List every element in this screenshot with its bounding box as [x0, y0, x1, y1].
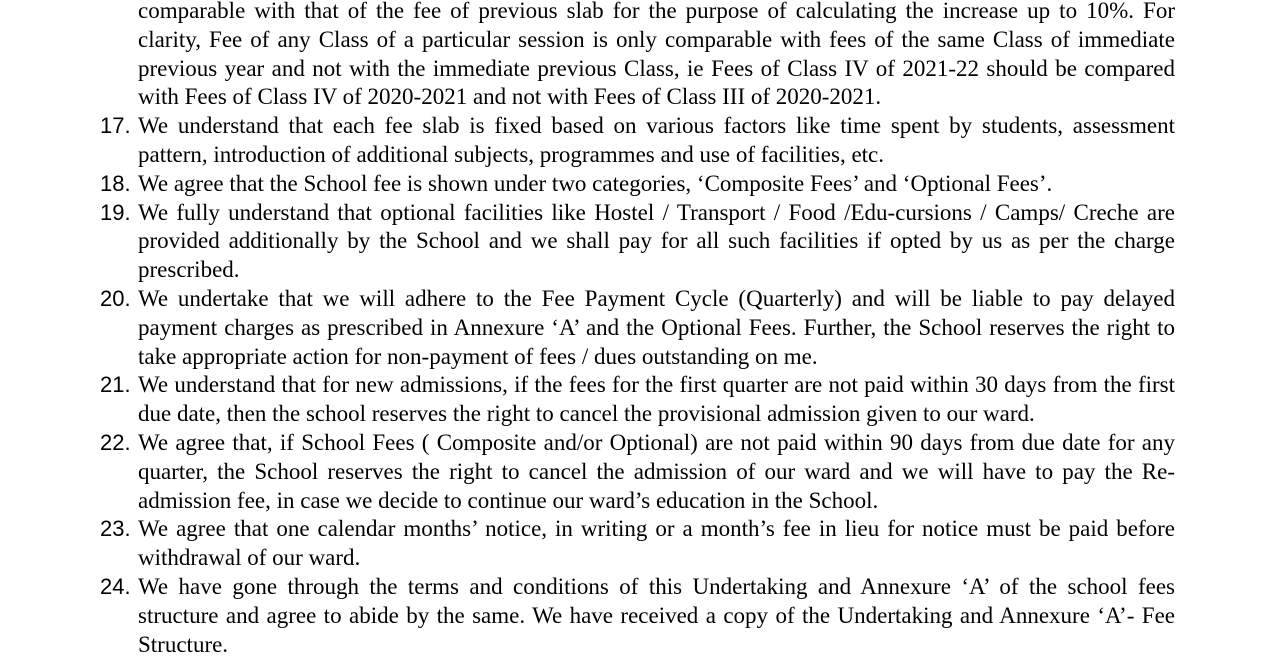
clause-text: comparable with that of the fee of previous slab for the purpose of calculating the increase up to 10%. For clarity, Fee of any Class of a particular session is only comparable with fees of the same Class of immediate previous year and not with the immediate previous Class, ie Fees of Class IV of 2021-22 should be compared with Fees of Class IV of 2020-2021 and not with Fees of Class III of 2020-2021.: [138, 0, 1175, 110]
clause-number: 23.: [100, 516, 131, 542]
clause-number: 17.: [100, 113, 131, 139]
clause-text: We agree that one calendar months’ notice, in writing or a month’s fee in lieu for notice must be paid before withdrawal of our ward.: [138, 516, 1175, 571]
clause-text: We have gone through the terms and conditions of this Undertaking and Annexure ‘A’ of the school fees structure and agree to abide by the same. We have received a copy of the Undertaking and Annexure ‘A’- Fee Structure.: [138, 573, 1175, 657]
clause-number: 21.: [100, 372, 131, 398]
clause-text: We fully understand that optional facilities like Hostel / Transport / Food /Edu-cursions / Camps/ Creche are provided additionally by the School and we shall pay for all such facilities if opted by us as per the charge prescribed.: [138, 199, 1175, 283]
clause-text: We understand that for new admissions, if the fees for the first quarter are not paid within 30 days from the first due date, then the school reserves the right to cancel the provisional admission given to our ward.: [138, 372, 1175, 427]
clause-22: [0, 429, 1175, 515]
clause-text: We agree that the School fee is shown under two categories, ‘Composite Fees’ and ‘Optional Fees’.: [138, 170, 1053, 196]
clause-21: [0, 371, 1175, 429]
clause-19: [0, 199, 1175, 285]
clause-16-continued: [0, 0, 1175, 112]
clause-number: 18.: [100, 170, 131, 196]
clause-number: 19.: [100, 199, 131, 225]
clause-text: We agree that, if School Fees ( Composite and/or Optional) are not paid within 90 days from due date for any quarter, the School reserves the right to cancel the admission of our ward and we will have to pay the Re-admission fee, in case we decide to continue our ward’s education in the School.: [138, 429, 1175, 513]
clause-24: [0, 573, 1175, 659]
clause-number: 20.: [100, 285, 131, 311]
clause-17: [0, 112, 1175, 170]
clause-18: [0, 170, 1175, 199]
clause-20: [0, 285, 1175, 371]
clause-number: 24.: [100, 573, 131, 599]
clause-23: [0, 515, 1175, 573]
clause-text: We undertake that we will adhere to the Fee Payment Cycle (Quarterly) and will be liable to pay delayed payment charges as prescribed in Annexure ‘A’ and the Optional Fees. Further, the School reserves the right to take appropriate action for non-payment of fees / dues outstanding on me.: [138, 285, 1175, 369]
clause-number: 22.: [100, 429, 131, 455]
clause-text: We understand that each fee slab is fixed based on various factors like time spent by students, assessment pattern, introduction of additional subjects, programmes and use of facilities, etc.: [138, 113, 1175, 167]
